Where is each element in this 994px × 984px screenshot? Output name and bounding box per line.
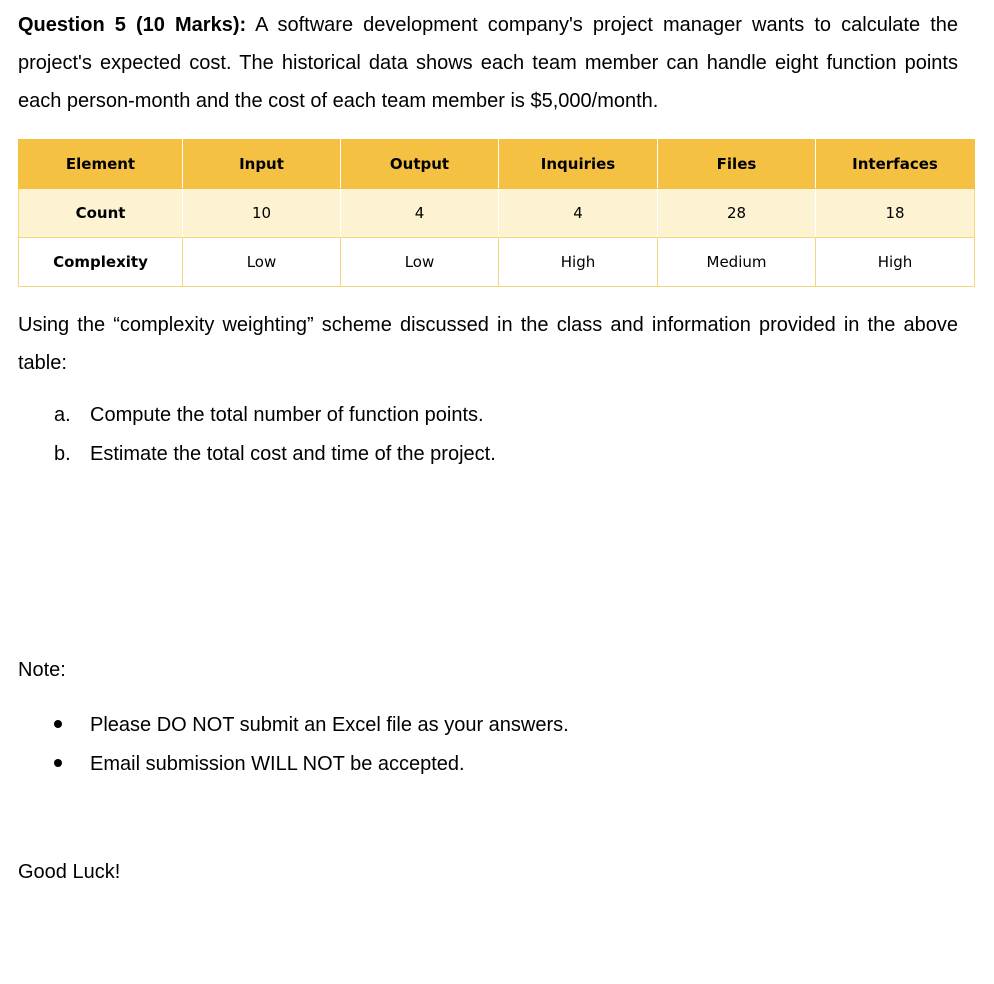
subquestion-list (54, 396, 496, 474)
table-cell: 4 (499, 189, 658, 238)
header-files: Files (658, 140, 816, 189)
table-header-row (19, 140, 975, 189)
note-list (54, 706, 569, 784)
header-input: Input (183, 140, 341, 189)
bullet-icon (54, 759, 62, 767)
table-cell: Medium (658, 238, 816, 287)
question-heading (18, 6, 958, 120)
list-item (54, 706, 569, 745)
list-item (54, 396, 496, 435)
row-label-count: Count (19, 189, 183, 238)
subquestion-text: Compute the total number of function points. (90, 404, 484, 426)
table-cell: 18 (816, 189, 975, 238)
row-label-complexity: Complexity (19, 238, 183, 287)
note-text: Email submission WILL NOT be accepted. (90, 753, 465, 775)
table-cell: Low (341, 238, 499, 287)
header-inquiries: Inquiries (499, 140, 658, 189)
bullet-icon (54, 720, 62, 728)
table-cell: 10 (183, 189, 341, 238)
subquestion-marker: a. (54, 404, 71, 426)
table-row (19, 238, 975, 287)
table-cell: Low (183, 238, 341, 287)
table-cell: 4 (341, 189, 499, 238)
header-element: Element (19, 140, 183, 189)
list-item (54, 435, 496, 474)
table-row (19, 189, 975, 238)
question-title: Question 5 (10 Marks): (18, 14, 247, 36)
table-cell: High (499, 238, 658, 287)
note-label: Note: (18, 659, 66, 681)
function-point-table (18, 139, 975, 287)
subquestion-text: Estimate the total cost and time of the project. (90, 443, 496, 465)
table-cell: 28 (658, 189, 816, 238)
header-output: Output (341, 140, 499, 189)
instructions-text: Using the “complexity weighting” scheme discussed in the class and information provided in the above table: (18, 314, 958, 374)
header-interfaces: Interfaces (816, 140, 975, 189)
question-body: A software development company's project manager wants to calculate the project's expected cost. The historical data shows each team member can handle eight function points each person-month and the cost of each team member is $5,000/month. (18, 14, 958, 112)
note-text: Please DO NOT submit an Excel file as your answers. (90, 714, 569, 736)
list-item (54, 745, 569, 784)
closing-text: Good Luck! (18, 861, 121, 883)
table-cell: High (816, 238, 975, 287)
subquestion-marker: b. (54, 443, 71, 465)
